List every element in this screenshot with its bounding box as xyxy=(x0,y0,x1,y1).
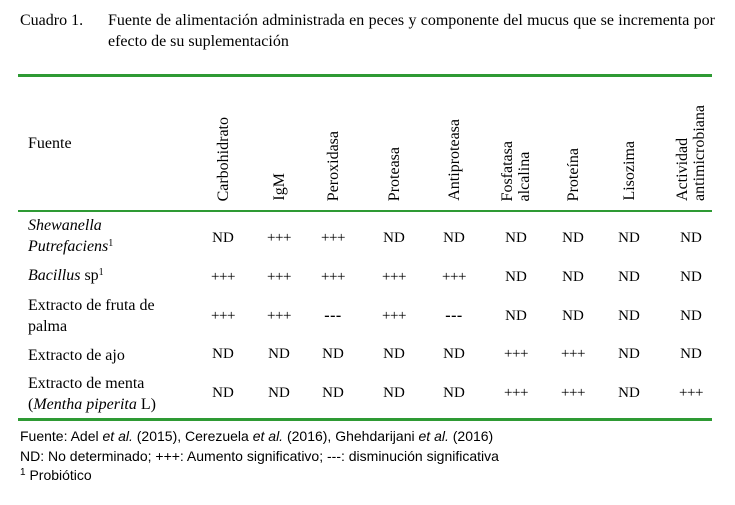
column-header-line: Lisozima xyxy=(620,141,638,201)
table-cell: ND xyxy=(383,385,405,401)
table-cell: ND xyxy=(443,346,465,362)
table-cell: +++ xyxy=(504,346,528,362)
footnote-source-part: Fuente: Adel xyxy=(20,428,103,444)
table-cell: --- xyxy=(324,307,342,324)
row-label xyxy=(28,295,155,337)
table-cell: ND xyxy=(383,346,405,362)
table-cell: ND xyxy=(680,308,702,324)
row-label-part: Extracto de fruta de xyxy=(28,297,155,314)
row-label-part: Extracto de ajo xyxy=(28,347,125,364)
footnote-mark: 1 xyxy=(20,467,26,478)
footnote-legend: ND: No determinado; +++: Aumento significativo; ---: disminución significativa xyxy=(20,447,499,464)
table-cell: +++ xyxy=(267,269,291,285)
table-cell: ND xyxy=(680,230,702,246)
table-cell: ND xyxy=(212,346,234,362)
column-header-line: Actividad xyxy=(674,137,691,201)
caption-text: Fuente de alimentación administrada en peces y componente del mucus que se incrementa por efecto de su suplementación xyxy=(108,12,715,50)
column-header xyxy=(621,141,638,201)
table-cell: ND xyxy=(618,230,640,246)
row-label-part: Mentha piperita xyxy=(33,396,137,413)
footnote-source-part: (2016) xyxy=(448,428,494,444)
row-label-part: 1 xyxy=(98,267,104,278)
table-cell: --- xyxy=(445,307,463,324)
table-cell: ND xyxy=(680,269,702,285)
column-header xyxy=(325,131,342,201)
table-cell: +++ xyxy=(504,385,528,401)
column-header-line: Proteína xyxy=(564,148,582,202)
column-header-line: Fosfatasa xyxy=(499,141,516,202)
table-cell: +++ xyxy=(561,346,585,362)
column-header xyxy=(565,148,582,201)
table-cell: ND xyxy=(505,269,527,285)
table-cell: +++ xyxy=(679,385,703,401)
table-cell: +++ xyxy=(267,308,291,324)
row-label xyxy=(28,373,156,415)
row-label-part: ( xyxy=(28,396,34,413)
table-cell: ND xyxy=(322,346,344,362)
row-label-part: palma xyxy=(28,318,68,335)
table-cell: ND xyxy=(618,346,640,362)
footnote-source xyxy=(20,427,499,447)
table-bottom-rule xyxy=(18,418,712,421)
column-header xyxy=(215,117,232,201)
column-header xyxy=(386,147,403,201)
table-cell: +++ xyxy=(211,269,235,285)
caption-number: Cuadro 1. xyxy=(20,12,84,29)
table-cell: +++ xyxy=(382,269,406,285)
row-label-part: Putrefaciens xyxy=(28,238,109,255)
footnote-source-part: (2015), Cerezuela xyxy=(132,428,253,444)
table-cell: ND xyxy=(383,230,405,246)
table-cell: ND xyxy=(618,308,640,324)
column-header-line: Antiproteasa xyxy=(445,119,463,201)
footnote-source-part: et al. xyxy=(102,428,133,444)
row-label xyxy=(28,345,125,366)
table-cell: +++ xyxy=(561,385,585,401)
table-cell: ND xyxy=(562,269,584,285)
table-header-rule xyxy=(18,210,712,212)
table-cell: ND xyxy=(618,269,640,285)
row-label-part: 1 xyxy=(108,238,114,249)
table-cell: ND xyxy=(443,385,465,401)
row-label-part: L) xyxy=(136,396,156,413)
table-cell: +++ xyxy=(321,230,345,246)
footnote-source-part: et al. xyxy=(252,428,284,444)
footnote-source-part: et al. xyxy=(418,428,449,444)
table-cell: ND xyxy=(212,385,234,401)
footnote-source-part: (2016), Ghehdarijani xyxy=(283,428,419,444)
row-label-part: Extracto de menta xyxy=(28,375,145,392)
row-label xyxy=(28,215,113,257)
column-header-line: Peroxidasa xyxy=(324,131,342,202)
row-label xyxy=(28,265,104,286)
column-header-line: IgM xyxy=(270,173,288,201)
column-header-line: Carbohidrato xyxy=(214,117,232,202)
table-top-rule xyxy=(18,74,712,77)
column-header-line: antimicrobiana xyxy=(691,105,708,201)
table-cell: ND xyxy=(443,230,465,246)
table-cell: +++ xyxy=(211,308,235,324)
column-header xyxy=(499,141,533,201)
table-cell: ND xyxy=(505,230,527,246)
footnotes xyxy=(20,427,499,486)
table-cell: +++ xyxy=(382,308,406,324)
row-label-part: Bacillus xyxy=(28,267,81,284)
table-cell: ND xyxy=(562,308,584,324)
header-source: Fuente xyxy=(28,135,72,152)
footnote-probiotic-text: Probiótico xyxy=(25,467,92,483)
table-cell: ND xyxy=(680,346,702,362)
table-cell: +++ xyxy=(267,230,291,246)
table-cell: +++ xyxy=(321,269,345,285)
footnote-probiotic xyxy=(20,466,499,486)
column-header-line: Proteasa xyxy=(385,147,403,202)
column-header xyxy=(271,173,288,201)
table-cell: +++ xyxy=(442,269,466,285)
table-cell: ND xyxy=(268,385,290,401)
row-label-part: Shewanella xyxy=(28,217,102,234)
table-cell: ND xyxy=(618,385,640,401)
table-cell: ND xyxy=(562,230,584,246)
table-cell: ND xyxy=(212,230,234,246)
table-cell: ND xyxy=(322,385,344,401)
table-cell: ND xyxy=(268,346,290,362)
column-header xyxy=(446,119,463,201)
column-header-line: alcalina xyxy=(516,151,533,202)
row-label-part: sp xyxy=(80,267,99,284)
column-header xyxy=(674,105,708,201)
table-cell: ND xyxy=(505,308,527,324)
